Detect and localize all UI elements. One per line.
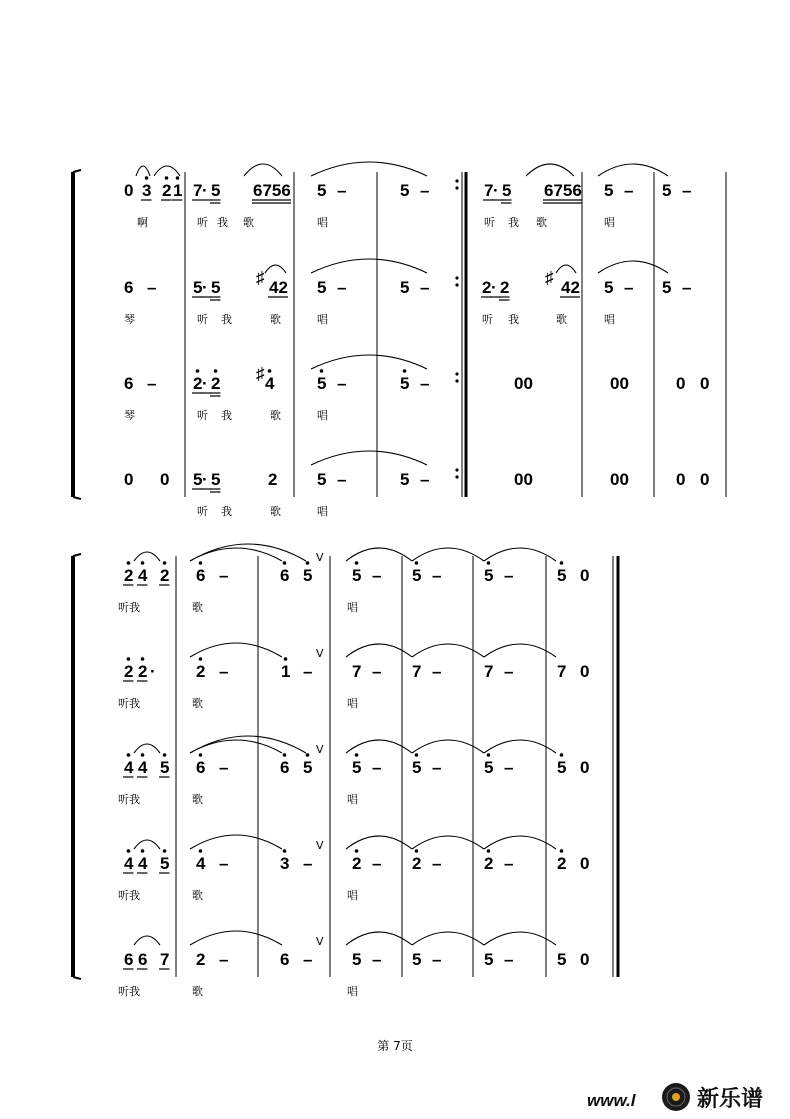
- breath-mark: V: [316, 551, 324, 564]
- jianpu-note: 5: [557, 950, 567, 969]
- octave-dot-high: [283, 753, 287, 757]
- dash-extension: –: [219, 950, 229, 969]
- jianpu-note: 2: [484, 854, 494, 873]
- dash-extension: –: [219, 662, 229, 681]
- octave-dot-high: [199, 753, 203, 757]
- bracket-hook-bottom: [73, 497, 81, 499]
- sharp-accidental: ♯: [256, 364, 265, 383]
- slur: [484, 644, 556, 657]
- dash-extension: –: [372, 758, 382, 777]
- score-system-1: [73, 162, 726, 518]
- slur: [190, 835, 282, 849]
- octave-dot-high: [165, 176, 169, 180]
- dash-extension: –: [420, 374, 430, 393]
- dash-extension: –: [420, 470, 430, 489]
- jianpu-note: 1: [173, 181, 183, 200]
- lyric-syllable: 歌: [556, 313, 567, 326]
- dash-extension: –: [504, 566, 514, 585]
- breath-mark: V: [316, 839, 324, 852]
- dash-extension: –: [504, 950, 514, 969]
- lyric-syllable: 歌: [270, 409, 281, 422]
- slur: [190, 931, 282, 945]
- lyric-syllable: 听我: [118, 985, 140, 998]
- sharp-accidental: ♯: [256, 268, 265, 287]
- jianpu-note: 2: [162, 181, 172, 200]
- jianpu-note: 6: [124, 278, 134, 297]
- dash-extension: –: [432, 566, 442, 585]
- repeat-dot: [455, 186, 458, 189]
- jianpu-note: 4: [138, 854, 148, 873]
- jianpu-note: 7: [484, 662, 494, 681]
- jianpu-note: 4: [138, 566, 148, 585]
- jianpu-note: 6: [124, 950, 134, 969]
- lyric-syllable: 歌: [192, 985, 203, 998]
- octave-dot-high: [199, 561, 203, 565]
- lyric-syllable: 我: [217, 216, 228, 229]
- lyric-syllable: 唱: [317, 216, 328, 229]
- octave-dot-high: [196, 369, 200, 373]
- sharp-accidental: ♯: [545, 268, 554, 287]
- octave-dot-high: [560, 753, 564, 757]
- dash-extension: –: [147, 278, 157, 297]
- lyric-syllable: 歌: [192, 793, 203, 806]
- lyric-syllable: 歌: [270, 313, 281, 326]
- jianpu-note: 42: [269, 278, 288, 297]
- jianpu-note: 0: [124, 181, 134, 200]
- jianpu-note: 5: [502, 181, 512, 200]
- lyric-syllable: 听我: [118, 697, 140, 710]
- dash-extension: –: [303, 854, 313, 873]
- jianpu-note: 5: [662, 181, 672, 200]
- jianpu-note: 0: [700, 470, 710, 489]
- jianpu-note: 7: [352, 662, 362, 681]
- octave-dot-high: [141, 849, 145, 853]
- jianpu-note: 0: [580, 854, 590, 873]
- octave-dot-high: [487, 561, 491, 565]
- lyric-syllable: 歌: [270, 505, 281, 518]
- jianpu-note: 5: [557, 566, 567, 585]
- octave-dot-high: [415, 849, 419, 853]
- jianpu-note: 0: [124, 470, 134, 489]
- jianpu-note: 5: [662, 278, 672, 297]
- vinyl-record-icon: [662, 1083, 690, 1111]
- jianpu-note: 5: [484, 758, 494, 777]
- jianpu-note: 5: [160, 758, 170, 777]
- octave-dot-high: [403, 369, 407, 373]
- bracket-hook-bottom: [73, 977, 81, 979]
- jianpu-note: 5: [352, 758, 362, 777]
- jianpu-note: 2: [268, 470, 278, 489]
- jianpu-note: 0: [580, 566, 590, 585]
- jianpu-note: 2: [412, 854, 422, 873]
- lyric-syllable: 听: [197, 216, 208, 229]
- jianpu-note: 0: [580, 758, 590, 777]
- octave-dot-high: [283, 561, 287, 565]
- dash-extension: –: [337, 470, 347, 489]
- voice-staff-4: [118, 835, 589, 902]
- lyric-syllable: 我: [221, 313, 232, 326]
- jianpu-note: 2: [482, 278, 492, 297]
- lyric-syllable: 琴: [124, 409, 135, 422]
- jianpu-note: 7: [412, 662, 422, 681]
- dash-extension: –: [372, 950, 382, 969]
- jianpu-note: 0: [160, 470, 170, 489]
- jianpu-note: 4: [124, 758, 134, 777]
- page-number: 第 7页: [377, 1039, 413, 1053]
- jianpu-note: 6: [124, 374, 134, 393]
- octave-dot-high: [199, 657, 203, 661]
- jianpu-note: 2: [352, 854, 362, 873]
- lyric-syllable: 我: [221, 409, 232, 422]
- jianpu-note: 6: [280, 950, 290, 969]
- octave-dot-high: [487, 753, 491, 757]
- voice-staff-4: [124, 451, 709, 518]
- jianpu-note: 5: [557, 758, 567, 777]
- jianpu-note: 0: [580, 662, 590, 681]
- lyric-syllable: 唱: [317, 409, 328, 422]
- lyric-syllable: 唱: [347, 601, 358, 614]
- jianpu-note: 4: [196, 854, 206, 873]
- octave-dot-high: [284, 657, 288, 661]
- jianpu-note: 2: [211, 374, 221, 393]
- jianpu-note: 5: [317, 374, 327, 393]
- jianpu-note: 5: [400, 374, 410, 393]
- octave-dot-high: [127, 657, 131, 661]
- slur: [484, 836, 556, 849]
- octave-dot-high: [320, 369, 324, 373]
- slur: [598, 261, 668, 273]
- dash-extension: –: [337, 181, 347, 200]
- jianpu-note: 7: [160, 950, 170, 969]
- lyric-syllable: 歌: [536, 216, 547, 229]
- lyric-syllable: 听: [197, 313, 208, 326]
- slur: [244, 164, 282, 176]
- lyric-syllable: 歌: [243, 216, 254, 229]
- slur: [136, 166, 150, 176]
- jianpu-note: 6: [196, 566, 206, 585]
- voice-staff-1: [118, 544, 589, 614]
- jianpu-note: 5: [160, 854, 170, 873]
- lyric-syllable: 我: [221, 505, 232, 518]
- dash-extension: –: [337, 374, 347, 393]
- dash-extension: –: [682, 278, 692, 297]
- octave-dot-high: [199, 849, 203, 853]
- dash-extension: –: [303, 950, 313, 969]
- jianpu-note: 6: [280, 566, 290, 585]
- dash-extension: –: [219, 758, 229, 777]
- octave-dot-high: [306, 561, 310, 565]
- octave-dot-high: [560, 849, 564, 853]
- slur: [265, 265, 286, 273]
- voice-staff-3: [124, 355, 709, 422]
- jianpu-note: 5: [193, 470, 203, 489]
- slur: [311, 162, 427, 176]
- dash-extension: –: [682, 181, 692, 200]
- slur: [556, 265, 576, 273]
- jianpu-note: 2: [124, 566, 134, 585]
- lyric-syllable: 歌: [192, 889, 203, 902]
- jianpu-note: ·: [202, 181, 208, 200]
- octave-dot-high: [283, 849, 287, 853]
- watermark-url-text: www.l: [587, 1091, 636, 1110]
- jianpu-note: ·: [202, 374, 208, 393]
- dash-extension: –: [420, 278, 430, 297]
- jianpu-note: 5: [484, 950, 494, 969]
- dash-extension: –: [303, 662, 313, 681]
- repeat-dot: [455, 276, 458, 279]
- slur: [484, 932, 556, 945]
- voice-staff-1: [124, 162, 691, 229]
- voice-staff-5: [118, 931, 589, 998]
- jianpu-note: 7: [557, 662, 567, 681]
- jianpu-note: 5: [303, 566, 313, 585]
- slur: [134, 936, 160, 945]
- octave-dot-high: [355, 849, 359, 853]
- jianpu-note: 5: [400, 181, 410, 200]
- jianpu-note: 2: [500, 278, 510, 297]
- jianpu-note: 5: [412, 758, 422, 777]
- jianpu-note: ·: [491, 278, 497, 297]
- watermark-brand: 新乐谱: [697, 1087, 764, 1112]
- jianpu-note: 6756: [544, 181, 582, 200]
- voice-staff-2: [124, 259, 691, 326]
- jianpu-note: 5: [400, 470, 410, 489]
- dash-extension: –: [432, 950, 442, 969]
- jianpu-note: 2: [193, 374, 203, 393]
- dash-extension: –: [337, 278, 347, 297]
- dash-extension: –: [432, 854, 442, 873]
- lyric-syllable: 听我: [118, 601, 140, 614]
- jianpu-note: ·: [202, 278, 208, 297]
- jianpu-note: 5: [604, 181, 614, 200]
- octave-dot-high: [355, 561, 359, 565]
- dash-extension: –: [372, 662, 382, 681]
- voice-staff-3: [118, 736, 589, 806]
- lyric-syllable: 我: [508, 313, 519, 326]
- octave-dot-high: [163, 849, 167, 853]
- octave-dot-high: [163, 561, 167, 565]
- slur: [134, 744, 160, 753]
- octave-dot-high: [306, 753, 310, 757]
- lyric-syllable: 唱: [347, 889, 358, 902]
- jianpu-note: 5: [604, 278, 614, 297]
- dash-extension: –: [219, 566, 229, 585]
- slur: [484, 548, 556, 561]
- jianpu-note: 2: [196, 662, 206, 681]
- dash-extension: –: [432, 758, 442, 777]
- lyric-syllable: 啊: [137, 216, 148, 229]
- lyric-syllable: 听: [197, 505, 208, 518]
- octave-dot-high: [355, 753, 359, 757]
- jianpu-note: 5: [317, 278, 327, 297]
- breath-mark: V: [316, 743, 324, 756]
- octave-dot-high: [176, 176, 180, 180]
- slur: [311, 259, 427, 273]
- octave-dot-high: [127, 849, 131, 853]
- lyric-syllable: 听: [482, 313, 493, 326]
- repeat-dot: [455, 372, 458, 375]
- jianpu-note: 3: [142, 181, 152, 200]
- jianpu-note: 2: [196, 950, 206, 969]
- jianpu-note: 7: [484, 181, 494, 200]
- slur: [526, 164, 574, 176]
- lyric-syllable: 歌: [192, 697, 203, 710]
- slur: [134, 552, 160, 561]
- repeat-dot: [455, 468, 458, 471]
- octave-dot-high: [268, 369, 272, 373]
- lyric-syllable: 唱: [317, 313, 328, 326]
- jianpu-note: 7: [193, 181, 203, 200]
- jianpu-note: 0: [676, 374, 686, 393]
- octave-dot-high: [415, 561, 419, 565]
- jianpu-note: 4: [124, 854, 134, 873]
- lyric-syllable: 听: [197, 409, 208, 422]
- dash-extension: –: [372, 566, 382, 585]
- jianpu-note: 5: [412, 566, 422, 585]
- score-system-2: [73, 544, 618, 998]
- bracket-hook-top: [73, 554, 81, 556]
- lyric-syllable: 琴: [124, 313, 135, 326]
- jianpu-note: 0: [700, 374, 710, 393]
- dash-extension: –: [504, 758, 514, 777]
- jianpu-note: 00: [514, 470, 533, 489]
- lyric-syllable: 唱: [317, 505, 328, 518]
- slur: [190, 740, 282, 753]
- lyric-syllable: 唱: [604, 216, 615, 229]
- octave-dot-high: [141, 657, 145, 661]
- dash-extension: –: [147, 374, 157, 393]
- slur: [311, 355, 427, 369]
- repeat-dot: [455, 475, 458, 478]
- jianpu-note: 3: [280, 854, 290, 873]
- jianpu-note: 2: [138, 662, 148, 681]
- slur: [134, 840, 160, 849]
- lyric-syllable: 听: [484, 216, 495, 229]
- jianpu-note: 00: [610, 374, 629, 393]
- dash-extension: –: [432, 662, 442, 681]
- jianpu-note: 5: [211, 470, 221, 489]
- jianpu-note: 4: [265, 374, 275, 393]
- breath-mark: V: [316, 647, 324, 660]
- octave-dot-high: [141, 753, 145, 757]
- jianpu-note: 5: [211, 181, 221, 200]
- watermark: [587, 1083, 763, 1112]
- voice-staff-2: [118, 643, 589, 710]
- dash-extension: –: [624, 181, 634, 200]
- jianpu-note: 5: [303, 758, 313, 777]
- bracket-hook-top: [73, 170, 81, 172]
- lyric-syllable: 歌: [192, 601, 203, 614]
- repeat-dot: [455, 283, 458, 286]
- jianpu-note: 6: [138, 950, 148, 969]
- octave-dot-high: [214, 369, 218, 373]
- repeat-dot: [455, 379, 458, 382]
- jianpu-note: ·: [150, 662, 156, 681]
- repeat-dot: [455, 179, 458, 182]
- jianpu-note: ·: [202, 470, 208, 489]
- jianpu-note: 5: [317, 181, 327, 200]
- jianpu-note: 42: [561, 278, 580, 297]
- jianpu-note: 6: [196, 758, 206, 777]
- dash-extension: –: [504, 854, 514, 873]
- jianpu-note: 2: [160, 566, 170, 585]
- octave-dot-high: [415, 753, 419, 757]
- octave-dot-high: [141, 561, 145, 565]
- dash-extension: –: [504, 662, 514, 681]
- dash-extension: –: [219, 854, 229, 873]
- lyric-syllable: 唱: [347, 985, 358, 998]
- lyric-syllable: 听我: [118, 889, 140, 902]
- jianpu-note: 5: [400, 278, 410, 297]
- octave-dot-high: [560, 561, 564, 565]
- octave-dot-high: [127, 561, 131, 565]
- octave-dot-high: [127, 753, 131, 757]
- jianpu-note: 6756: [253, 181, 291, 200]
- dash-extension: –: [372, 854, 382, 873]
- slur: [190, 548, 282, 561]
- dash-extension: –: [624, 278, 634, 297]
- octave-dot-high: [145, 176, 149, 180]
- jianpu-note: 5: [317, 470, 327, 489]
- octave-dot-high: [163, 753, 167, 757]
- dash-extension: –: [420, 181, 430, 200]
- breath-mark: V: [316, 935, 324, 948]
- jianpu-note: 00: [610, 470, 629, 489]
- lyric-syllable: 我: [508, 216, 519, 229]
- jianpu-note: 0: [676, 470, 686, 489]
- jianpu-note: 6: [280, 758, 290, 777]
- lyric-syllable: 唱: [604, 313, 615, 326]
- jianpu-note: 4: [138, 758, 148, 777]
- jianpu-note: 5: [412, 950, 422, 969]
- jianpu-note: 5: [193, 278, 203, 297]
- jianpu-note: ·: [493, 181, 499, 200]
- jianpu-note: 2: [557, 854, 567, 873]
- jianpu-note: 5: [352, 566, 362, 585]
- jianpu-note: 2: [124, 662, 134, 681]
- slur: [598, 164, 668, 176]
- jianpu-note: 5: [211, 278, 221, 297]
- jianpu-note: 1: [281, 662, 291, 681]
- jianpu-note: 5: [484, 566, 494, 585]
- jianpu-note: 5: [352, 950, 362, 969]
- slur: [154, 166, 180, 176]
- jianpu-note: 00: [514, 374, 533, 393]
- lyric-syllable: 唱: [347, 793, 358, 806]
- slur: [190, 643, 282, 657]
- jianpu-note: 0: [580, 950, 590, 969]
- lyric-syllable: 听我: [118, 793, 140, 806]
- lyric-syllable: 唱: [347, 697, 358, 710]
- slur: [311, 451, 427, 465]
- slur: [484, 740, 556, 753]
- octave-dot-high: [487, 849, 491, 853]
